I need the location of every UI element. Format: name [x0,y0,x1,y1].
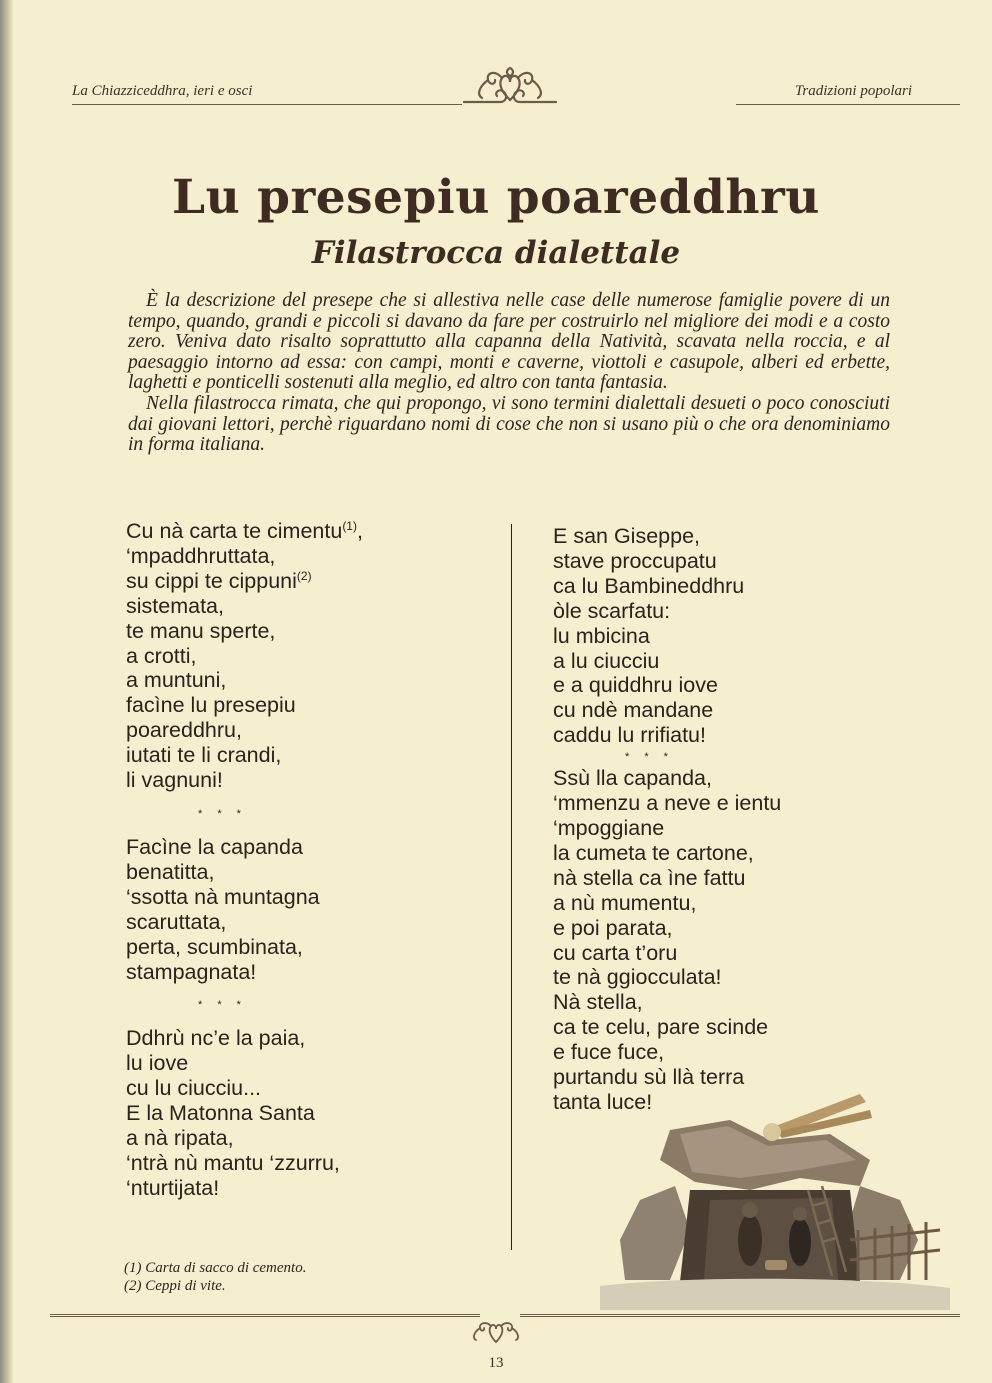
footer-rule-right [520,1314,960,1317]
footer-rule-left [50,1314,480,1317]
poem-right-column [553,524,781,1115]
poem-line: nà stella ca ìne fattu [553,865,746,890]
poem-left-column [126,519,363,1201]
article-title: Lu presepiu poareddhru [172,170,820,225]
poem-line: a nù mumentu, [553,890,697,915]
poem-line: la cumeta te cartone, [553,840,754,865]
poem-line: perta, scumbinata, [126,934,303,959]
poem-line: tanta luce! [553,1089,653,1114]
poem-line: iutati te li crandi, [126,743,282,768]
page-number: 13 [488,1355,504,1371]
poem-line: ‘mpoggiane [553,815,665,840]
poem-line: Ssù lla capanda, [553,766,712,791]
poem-stanza [553,524,781,748]
footer-ornament-icon [468,1318,524,1346]
poem-stanza [126,835,363,984]
footnote-mark: (1) [342,519,357,533]
poem-line: ca te celu, pare scinde [553,1015,769,1040]
poem-line: a muntuni, [126,668,227,693]
footnote: (1) Carta di sacco di cemento. [124,1260,307,1276]
scroll-ornament-icon [462,64,558,108]
intro-paragraph: Nella filastrocca rimata, che qui propongo, vi sono termini dialettali desueti o poco conosciuti dai giovani lettori, perchè riguardano nomi di cose che non si usano più o che ora denominiamo in forma italiana. [128,392,890,456]
poem-line: E san Giseppe, [553,524,701,548]
poem-line: ca lu Bambineddhru [553,573,745,598]
stanza-separator: * * * [198,807,247,820]
poem-line: Nà stella, [553,990,643,1015]
poem-line: ‘nturtijata! [126,1175,220,1200]
poem-line: facìne lu presepiu [126,693,296,718]
poem-stanza [126,1026,363,1200]
poem-line: ‘mmenzu a neve e ientu [553,791,782,816]
poem-line: poareddhru, [126,718,242,743]
poem-line: Cu nà carta te cimentu$^{(1)}$, [126,519,363,543]
poem-line: Facìne la capanda [126,834,303,859]
intro-paragraph: È la descrizione del presepe che si allestiva nelle case delle numerose famiglie povere di un tempo, quando, grandi e piccoli si davano da fare per costruirlo nel migliore dei modi e a costo zero. Veniva dato risalto soprattutto alla capanna della Natività, scavata nella roccia, e al paesaggio intorno ad essa: con campi, monti e caverne, viottoli e casupole, alberi ed erbette, laghetti e ponticelli sostenuti alla meglio, ed altro con tanta fantasia. [128,290,890,394]
stanza-separator: * * * [198,999,247,1012]
article-subtitle: Filastrocca dialettale [311,235,681,271]
poem-line: lu mbicina [553,623,650,648]
poem-stanza [126,519,363,793]
stanza-separator: * * * [625,751,674,764]
poem-line: li vagnuni! [126,768,223,793]
poem-line: caddu lu rrifiatu! [553,723,706,748]
poem-line: cu lu ciucciu... [126,1076,262,1101]
poem-line: a crotti, [126,643,197,668]
footnote: (2) Ceppi di vite. [124,1278,226,1294]
poem-line: Ddhrù nc’e la paia, [126,1026,306,1051]
poem-line: òle scarfatu: [553,598,671,623]
poem-line: a nà ripata, [126,1126,234,1151]
poem-line: e poi parata, [553,915,673,940]
header-rule-right [736,104,960,105]
poem-stanza [553,766,781,1115]
poem-line: cu ndè mandane [553,698,714,723]
poem-line: cu carta t’oru [553,940,678,965]
poem-line: stave proccupatu [553,548,717,573]
running-head-right: Tradizioni popolari [794,83,912,99]
poem-line: a lu ciucciu [553,648,660,673]
poem-line: lu iove [126,1051,189,1076]
poem-line: su cippi te cippuni$^{(2)}$ [126,568,312,593]
footnotes [124,1259,306,1295]
column-divider [511,524,512,1250]
poem-line: te nà ggiocculata! [553,965,722,990]
poem-line: purtandu sù llà terra [553,1065,745,1090]
poem-line: ‘ntrà nù mantu ‘zzurru, [126,1150,340,1175]
poem-line: scaruttata, [126,909,227,934]
poem-line: e fuce fuce, [553,1040,665,1065]
poem-line: E la Matonna Santa [126,1101,315,1126]
footnote-mark: (2) [296,568,312,583]
poem-line: ‘mpaddhruttata, [126,543,276,568]
poem-line: te manu sperte, [126,618,276,643]
nativity-illustration [600,1090,950,1310]
poem-line: e a quiddhru iove [553,673,718,698]
poem-line: benatitta, [126,859,215,884]
poem-line: stampagnata! [126,959,257,984]
poem-line: sistemata, [126,593,224,618]
header-rule-left [72,104,462,105]
intro-text [128,291,890,456]
poem-line: ‘ssotta nà muntagna [126,884,320,909]
running-head-left: La Chiazziceddhra, ieri e osci [72,83,253,99]
